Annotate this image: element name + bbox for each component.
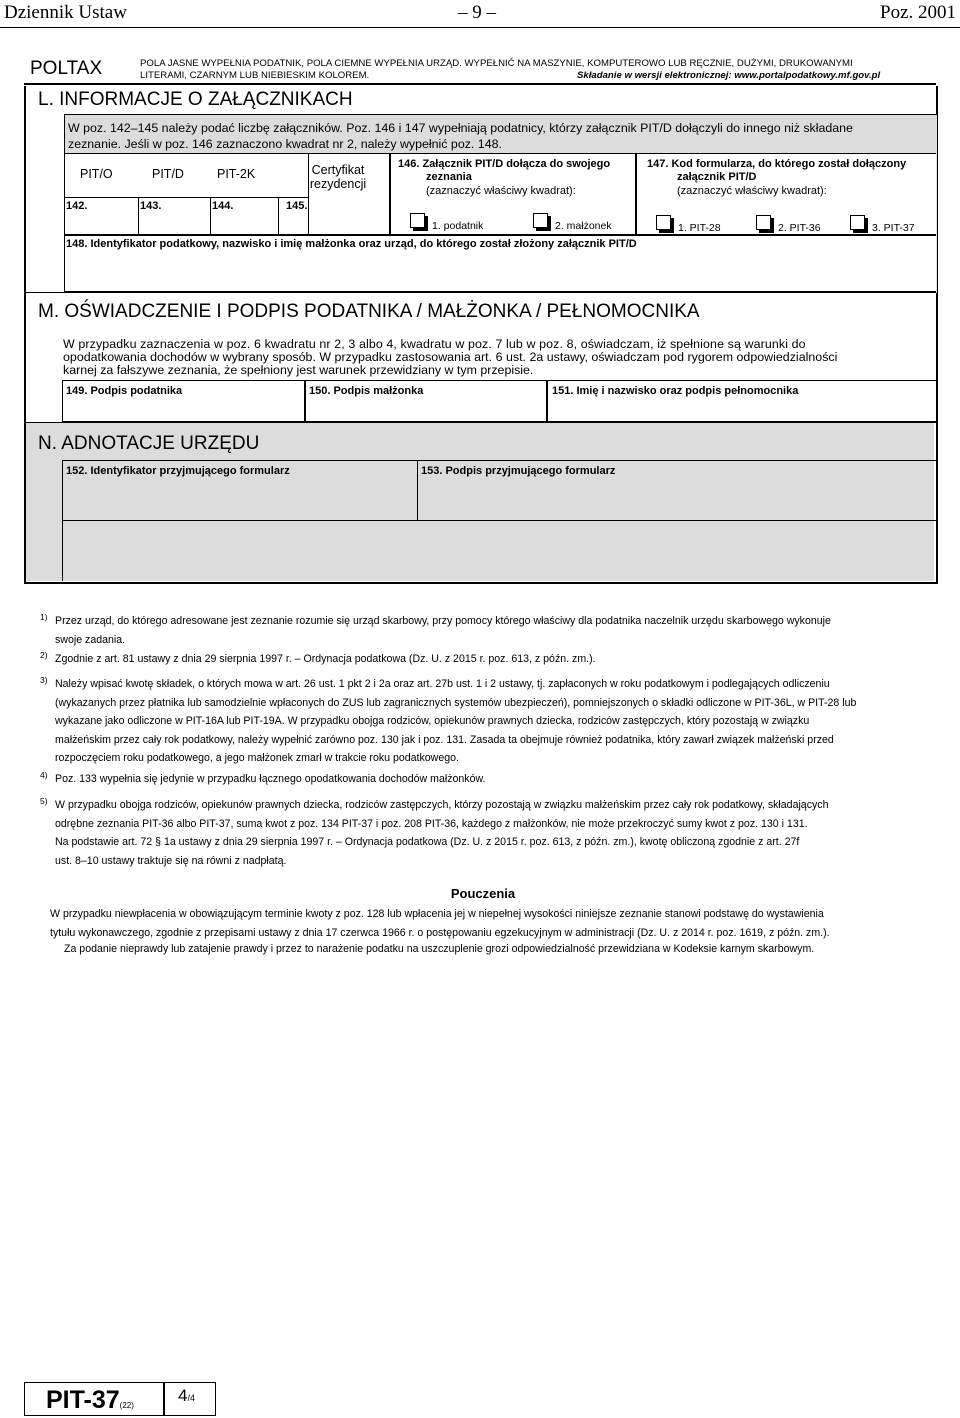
footer-form-version: (22): [119, 1401, 134, 1410]
footnote-2: Zgodnie z art. 81 ustawy z dnia 29 sierpnia 1997 r. – Ordynacja podatkowa (Dz. U. z 2015 r. poz. 613, z późn. zm.).: [55, 653, 596, 665]
field-147-label-2: załącznik PIT/D: [677, 171, 757, 183]
field-145-input[interactable]: [313, 214, 385, 232]
field-153-label: 153. Podpis przyjmującego formularz: [421, 465, 616, 477]
pouczenia-paragraph-2: Za podanie nieprawdy lub zatajenie prawdy i przez to narażenie podatku na uszczuplenie grozi odpowiedzialność przewidziana w Kodeksie karnym skarbowym.: [64, 943, 815, 955]
option-pit28-label: 1. PIT-28: [678, 222, 721, 234]
footnote-3-line1: Należy wpisać kwotę składek, o których mowa w art. 26 ust. 1 pkt 2 i 2a oraz art. 27b ust. 1 i 2 ustawy, tj. zapłaconych w roku podatkowym i podlegających odliczeniu: [55, 678, 830, 690]
electronic-filing-note: Składanie w wersji elektronicznej: www.portalpodatkowy.mf.gov.pl: [577, 70, 881, 81]
checkbox-146-malzonek[interactable]: [533, 213, 548, 228]
footnote-1: [55, 612, 930, 649]
pouczenia-title: Pouczenia: [450, 886, 516, 901]
option-malzonek-label: 2. małżonek: [555, 220, 612, 232]
option-podatnik-label: 1. podatnik: [432, 220, 484, 232]
section-m-title: M. OŚWIADCZENIE I PODPIS PODATNIKA / MAŁŻONKA / PEŁNOMOCNIKA: [38, 301, 700, 322]
footer-form-name: PIT-37: [46, 1386, 120, 1414]
col-pit-d: PIT/D: [152, 167, 184, 181]
field-147-label: 147. Kod formularza, do którego został dołączony: [647, 158, 907, 170]
count-sep-4: [308, 153, 309, 235]
section-n-rule: [24, 422, 936, 423]
section-l-desc-1: W poz. 142–145 należy podać liczbę załączników. Poz. 146 i 147 wypełniają podatnicy, którzy załącznik PIT/D dołączyli do innego niż składane: [68, 121, 853, 135]
section-n-sep: [417, 460, 418, 520]
footnote-3-marker: 3): [40, 675, 48, 685]
option-pit36-label: 2. PIT-36: [778, 222, 821, 234]
checkbox-147-pit37[interactable]: [850, 215, 865, 230]
field-142-label: 142.: [66, 200, 88, 212]
col-pit-2k: PIT-2K: [217, 167, 256, 181]
footnote-1-line2: swoje zadania.: [55, 633, 126, 646]
footnote-3: [55, 675, 930, 768]
pouczenia-p1-line2: tytułu wykonawczego, zgodnie z przepisami ustawy z dnia 17 czerwca 1966 r. o postępowaniu egzekucyjnym w administracji (Dz. U. z 2014 r. poz. 1619, z późn. zm.).: [50, 926, 830, 939]
footnote-3-line4: małżeńskim przez cały rok podatkowy, należy wypełnić zarówno poz. 130 jak i poz. 131. Zasada ta obejmuje również podatnika, który zawarł związek małżeński przed: [55, 733, 834, 746]
col-pit-o: PIT/O: [80, 167, 113, 181]
statement-line1: W przypadku zaznaczenia w poz. 6 kwadratu nr 2, 3 albo 4, kwadratu w poz. 7 lub w poz. 8, oświadczam, iż spełnione są warunki do: [63, 337, 806, 351]
instructions-line2: LITERAMI, CZARNYM LUB NIEBIESKIM KOLOREM.: [140, 70, 370, 81]
section-n-title: N. ADNOTACJE URZĘDU: [38, 433, 260, 454]
footnote-5-line3: Na podstawie art. 72 § 1a ustawy z dnia 29 sierpnia 1997 r. – Ordynacja podatkowa (Dz. U. z 2015 r. poz. 613, z późn. zm.), kwotę obliczoną zgodnie z art. 27f: [55, 836, 800, 848]
col-certificate: [305, 163, 371, 191]
journal-title: Dziennik Ustaw: [4, 2, 127, 23]
field-149-label: 149. Podpis podatnika: [66, 385, 183, 397]
field-151-label: 151. Imię i nazwisko oraz podpis pełnomocnika: [552, 385, 799, 397]
footnote-5-line1: W przypadku obojga rodziców, opiekunów prawnych dziecka, rodziców zastępczych, którzy pozostają w związku małżeńskim przez cały rok podatkowy, składających: [55, 799, 829, 811]
field-146-label: 146. Załącznik PIT/D dołącza do swojego: [398, 158, 611, 170]
footer-sep: [163, 1382, 165, 1416]
field-144-input[interactable]: [215, 214, 273, 232]
field-150-label: 150. Podpis małżonka: [309, 385, 424, 397]
field-143-label: 143.: [140, 200, 162, 212]
page-number: – 9 –: [458, 2, 496, 23]
col-certificate-line2: rezydencji: [309, 177, 367, 191]
statement-line2: opodatkowania dochodów w wybrany sposób. W przypadku zastosowania art. 6 ust. 2a ustawy, oświadczam pod rygorem odpowiedzialności: [63, 350, 838, 364]
footnote-2-marker: 2): [40, 650, 48, 660]
checkbox-147-pit36[interactable]: [756, 215, 771, 230]
count-row-rule: [64, 197, 309, 198]
position-number: Poz. 2001: [880, 2, 956, 23]
count-sep-3: [278, 197, 279, 235]
footer-page: 4: [178, 1386, 188, 1405]
field-147-hint: (zaznaczyć właściwy kwadrat):: [677, 185, 827, 197]
footnote-3-line3: wykazane jako odliczone w PIT-16A lub PIT-19A. W przypadku obojga rodziców, opiekunów prawnych dziecka, rodziców zastępczych, który pozostają w związku: [55, 715, 810, 727]
checkbox-147-pit28[interactable]: [656, 215, 671, 230]
footnote-5-line4: ust. 8–10 ustawy traktuje się na równi z nadpłatą.: [55, 854, 287, 867]
field-152-label: 152. Identyfikator przyjmującego formularz: [66, 465, 290, 477]
footnote-4-marker: 4): [40, 770, 48, 780]
section-l-desc-2: zeznanie. Jeśli w poz. 146 zaznaczono kwadrat nr 2, należy wypełnić poz. 148.: [68, 137, 502, 151]
field-146-hint: (zaznaczyć właściwy kwadrat):: [426, 185, 576, 197]
header-rule: [0, 27, 960, 28]
option-pit37-label: 3. PIT-37: [872, 222, 915, 234]
checkbox-146-podatnik[interactable]: [410, 213, 425, 228]
footnote-3-line5: rozpoczęciem roku podatkowego, a jego małżonek zmarł w trakcie roku podatkowego.: [55, 752, 459, 764]
field-145-label: 145.: [286, 200, 308, 212]
field-143-input[interactable]: [145, 214, 205, 232]
pouczenia-p1-line1: W przypadku niewpłacenia w obowiązującym terminie kwoty z poz. 128 lub wpłacenia jej w niepełnej wysokości niniejsze zeznanie stanowi podstawę do wystawienia: [50, 908, 824, 920]
section-n-bottom-rule: [62, 520, 936, 521]
field-146-label-2: zeznania: [426, 171, 472, 183]
statement-line3: karnej za fałszywe zeznania, że spełniony jest warunek przewidziany w tym przepisie.: [63, 363, 534, 377]
footnote-5: [55, 796, 930, 870]
footer-page-indicator: [178, 1386, 195, 1406]
footnote-5-marker: 5): [40, 796, 48, 806]
col-certificate-line1: Certyfikat: [311, 163, 365, 177]
footnote-1-line1: Przez urząd, do którego adresowane jest zeznanie rozumie się urząd skarbowy, przy pomocy którego właściwy dla podatnika naczelnik urzędu skarbowego wykonuje: [55, 615, 831, 627]
footnote-1-marker: 1): [40, 612, 48, 622]
section-l-title: L. INFORMACJE O ZAŁĄCZNIKACH: [38, 89, 353, 110]
footer-page-total: /4: [187, 1393, 195, 1403]
poltax-brand: POLTAX: [30, 58, 103, 79]
form-top-rule: [24, 83, 936, 85]
pouczenia-paragraph-1: [50, 905, 926, 942]
field-142-input[interactable]: [75, 214, 133, 232]
count-sep-1: [138, 197, 139, 235]
footer-form-code: [46, 1386, 134, 1415]
section-m-rule: [24, 292, 936, 293]
field-148-label: 148. Identyfikator podatkowy, nazwisko i imię małżonka oraz urząd, do którego został złożony załącznik PIT/D: [66, 238, 637, 250]
footnote-5-line2: odrębne zeznania PIT-36 albo PIT-37, suma kwot z poz. 134 PIT-37 i poz. 208 PIT-36, każdego z małżonków, nie może przekroczyć sumy kwot z poz. 130 i 131.: [55, 817, 808, 830]
instructions-line1: POLA JASNE WYPEŁNIA PODATNIK, POLA CIEMNE WYPEŁNIA URZĄD. WYPEŁNIĆ NA MASZYNIE, KOMPUTEROWO LUB RĘCZNIE, DUŻYMI, DRUKOWANYMI: [140, 58, 853, 69]
count-sep-2: [210, 197, 211, 235]
footnote-3-line2: (wykazanych przez płatnika lub samodzielnie wpłaconych do ZUS lub zagranicznych systemów ubezpieczeń), pomniejszonych o składki odliczone w PIT-36L, w PIT-28 lub: [55, 696, 857, 709]
footnote-4: Poz. 133 wypełnia się jedynie w przypadku łącznego opodatkowania dochodów małżonków.: [55, 773, 486, 785]
field-144-label: 144.: [212, 200, 234, 212]
